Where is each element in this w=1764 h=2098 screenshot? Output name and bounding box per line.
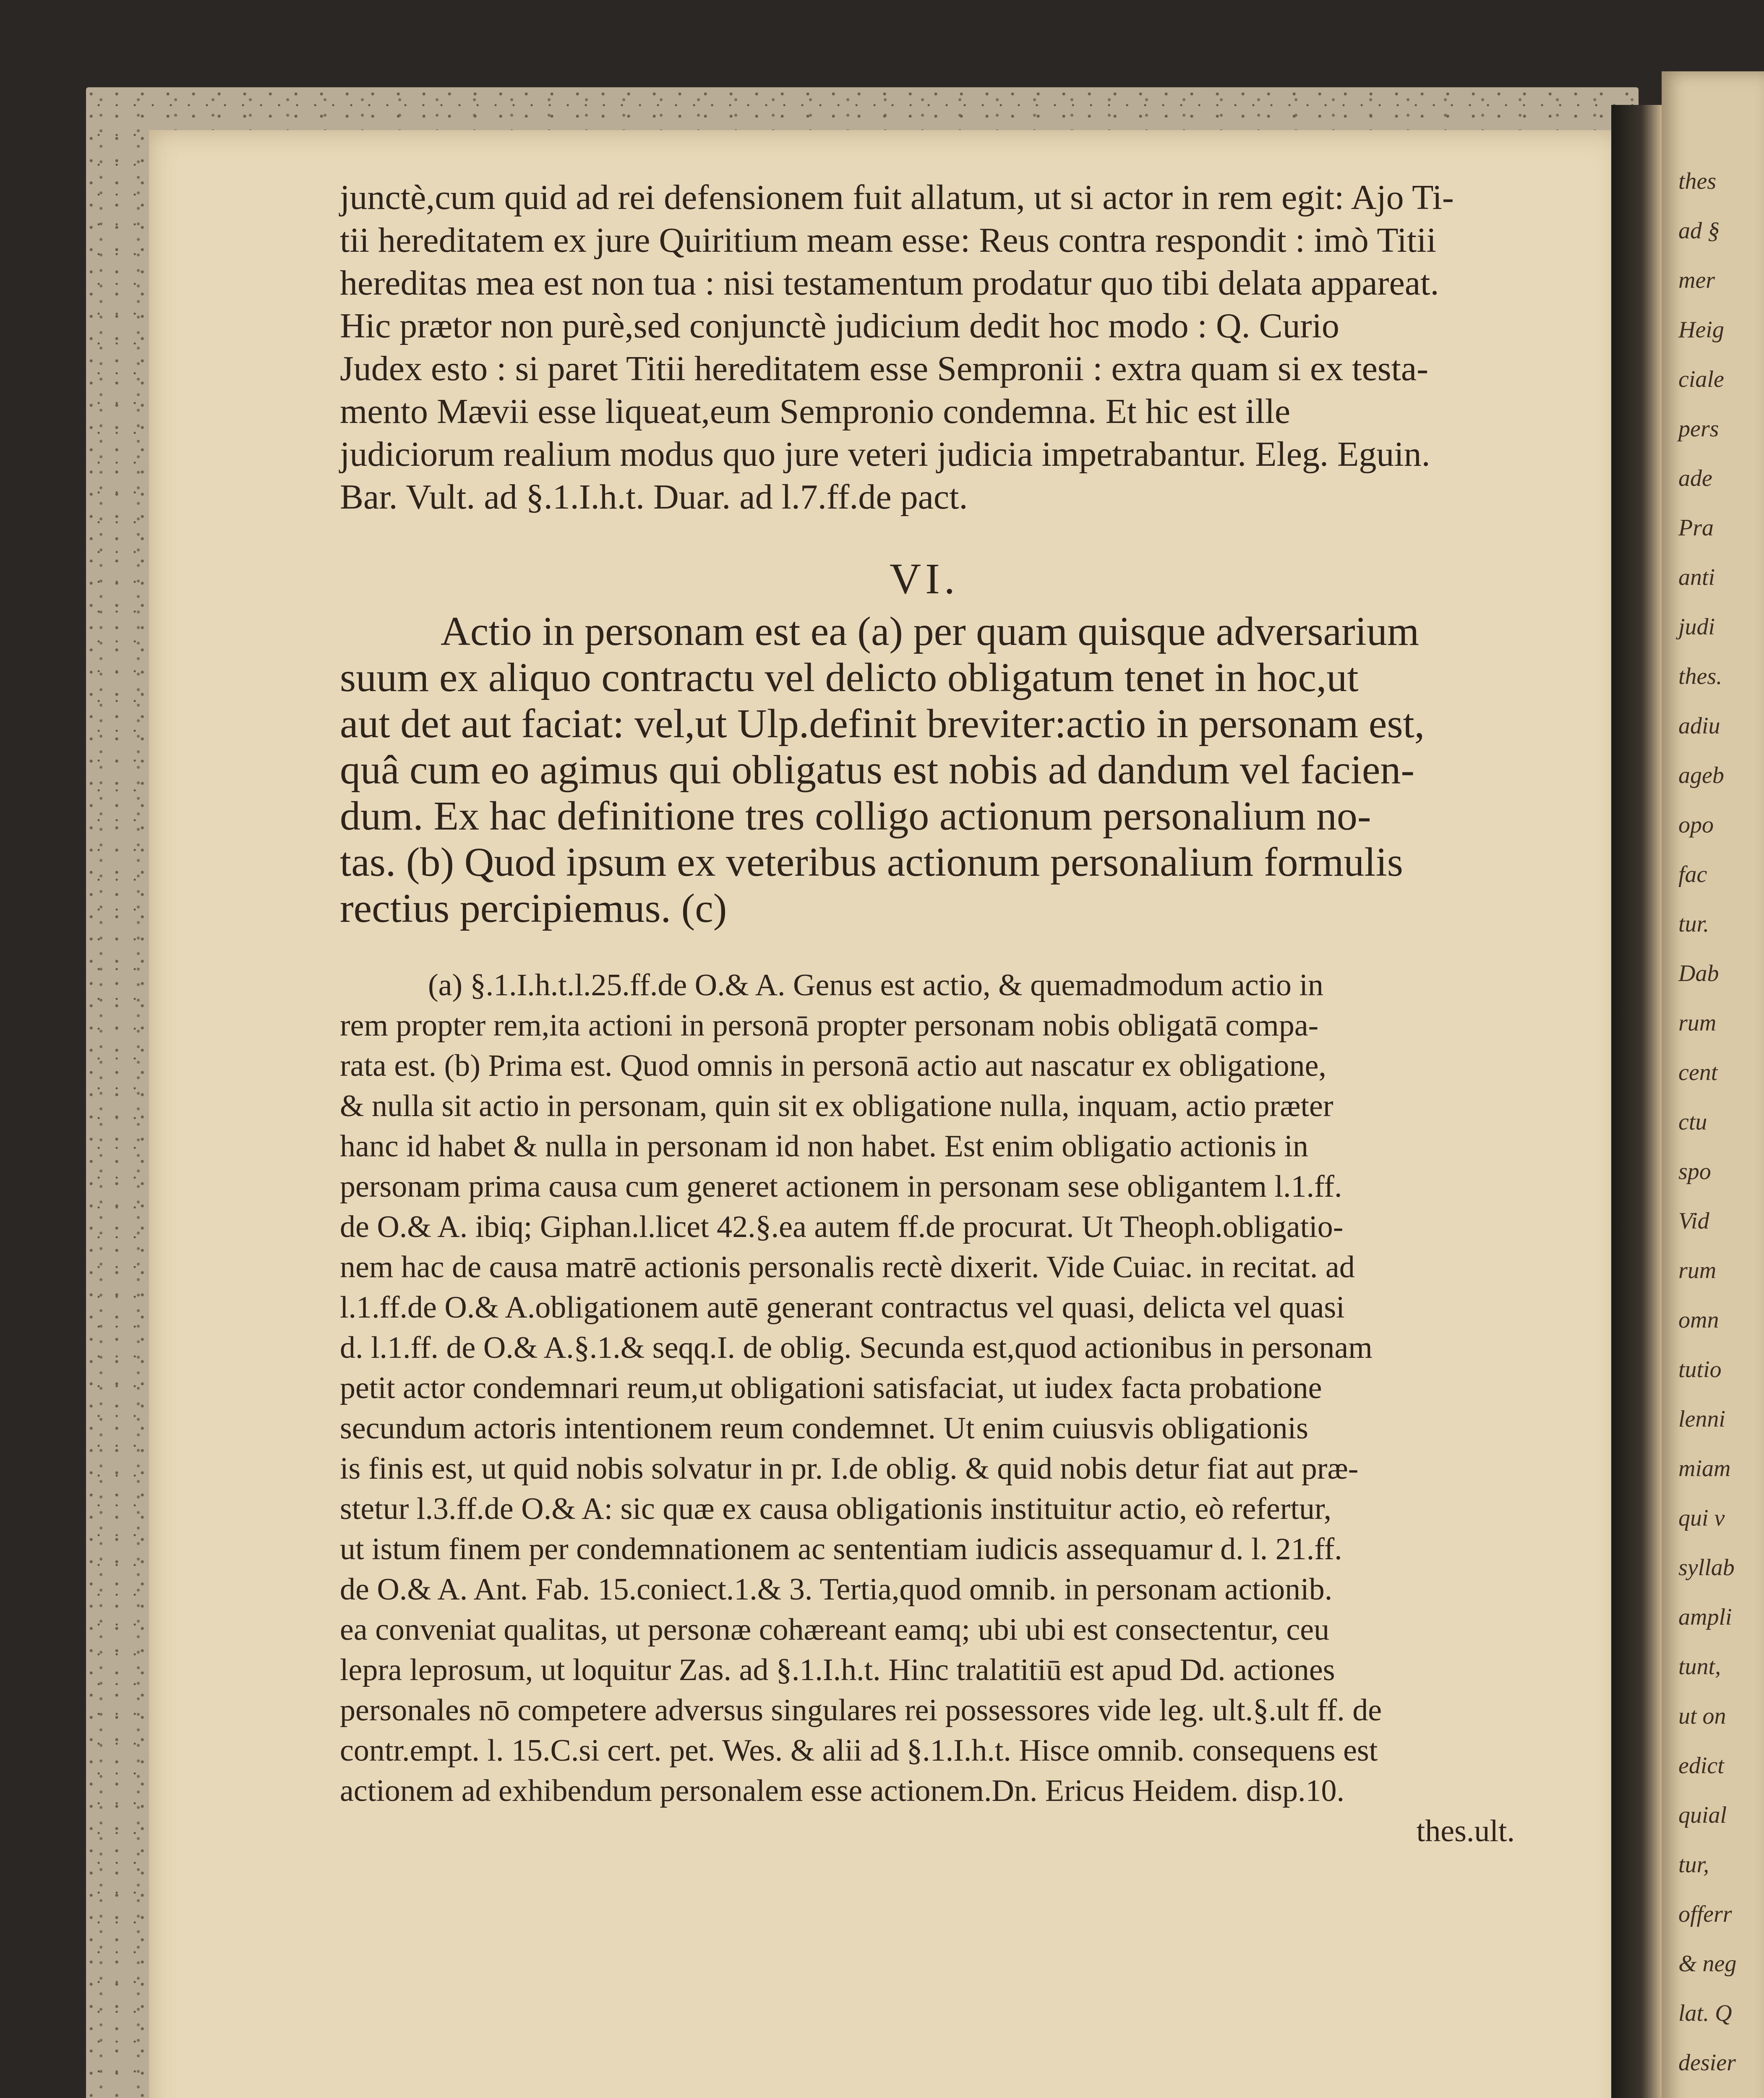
margin-fragment: Pra xyxy=(1678,515,1714,541)
note-line: d. l.1.ff. de O.& A.§.1.& seqq.I. de oblig. Secunda est,quod actionibus in personam xyxy=(340,1331,1373,1365)
note-line: secundum actoris intentionem reum condemnet. Ut enim cuiusvis obligationis xyxy=(340,1411,1308,1446)
margin-fragment: Heig xyxy=(1678,317,1724,343)
text-line: quâ cum eo agimus qui obligatus est nobis ad dandum vel facien- xyxy=(340,747,1415,793)
margin-fragment: ampli xyxy=(1678,1604,1732,1630)
note-line: is finis est, ut quid nobis solvatur in pr. I.de oblig. & quid nobis detur fiat aut præ- xyxy=(340,1451,1359,1486)
margin-fragment: ad § xyxy=(1678,218,1720,244)
note-line: hanc id habet & nulla in personam id non habet. Est enim obligatio actionis in xyxy=(340,1129,1308,1164)
note-line: de O.& A. ibiq; Giphan.l.licet 42.§.ea autem ff.de procurat. Ut Theoph.obligatio- xyxy=(340,1210,1344,1244)
margin-fragment: tunt, xyxy=(1678,1654,1721,1680)
margin-fragment: syllab xyxy=(1678,1555,1735,1581)
margin-fragment: adiu xyxy=(1678,713,1720,739)
margin-fragment: spo xyxy=(1678,1159,1711,1185)
note-line: stetur l.3.ff.de O.& A: sic quæ ex causa obligationis instituitur actio, eò refertur, xyxy=(340,1492,1332,1526)
note-line: nem hac de causa matrē actionis personalis rectè dixerit. Vide Cuiac. in recitat. ad xyxy=(340,1250,1355,1284)
margin-fragment: tur, xyxy=(1678,1852,1709,1878)
text-line: Bar. Vult. ad §.1.I.h.t. Duar. ad l.7.ff.de pact. xyxy=(340,478,968,517)
note-line: rem propter rem,ita actioni in personā propter personam nobis obligatā compa- xyxy=(340,1008,1319,1043)
section-heading: VI. xyxy=(890,555,959,603)
text-line: rectius percipiemus. (c) xyxy=(340,886,727,931)
margin-fragment: & neg xyxy=(1678,1951,1737,1977)
margin-fragment: opo xyxy=(1678,812,1714,838)
text-line: Hic prætor non purè,sed conjunctè judicium dedit hoc modo : Q. Curio xyxy=(340,306,1339,345)
margin-fragment: ciale xyxy=(1678,366,1724,392)
margin-fragment: anti xyxy=(1678,564,1715,590)
margin-fragment: edict xyxy=(1678,1753,1724,1779)
margin-fragment: lenni xyxy=(1678,1406,1725,1432)
margin-fragment: ageb xyxy=(1678,762,1724,788)
text-line: tii hereditatem ex jure Quiritium meam esse: Reus contra respondit : imò Titii xyxy=(340,221,1436,260)
margin-fragment: tutio xyxy=(1678,1357,1722,1383)
note-line: rata est. (b) Prima est. Quod omnis in personā actio aut nascatur ex obligatione, xyxy=(340,1049,1326,1083)
text-line: Judex esto : si paret Titii hereditatem esse Sempronii : extra quam si ex testa- xyxy=(340,349,1429,388)
margin-fragment: ctu xyxy=(1678,1109,1707,1135)
text-line: tas. (b) Quod ipsum ex veteribus actionum personalium formulis xyxy=(340,840,1403,885)
note-line: actionem ad exhibendum personalem esse actionem.Dn. Ericus Heidem. disp.10. xyxy=(340,1774,1345,1808)
margin-fragment: Dab xyxy=(1678,960,1719,986)
text-line: Actio in personam est ea (a) per quam quisque adversarium xyxy=(441,609,1420,654)
book-gutter xyxy=(1611,105,1662,2098)
note-line: & nulla sit actio in personam, quin sit ex obligatione nulla, inquam, actio præter xyxy=(340,1089,1333,1123)
note-line: ut istum finem per condemnationem ac sententiam iudicis assequamur d. l. 21.ff. xyxy=(340,1532,1342,1566)
margin-fragment: offerr xyxy=(1678,1901,1732,1927)
text-line: aut det aut faciat: vel,ut Ulp.definit breviter:actio in personam est, xyxy=(340,701,1425,746)
note-line: lepra leprosum, ut loquitur Zas. ad §.1.I.h.t. Hinc tralatitiū est apud Dd. actiones xyxy=(340,1653,1335,1687)
margin-fragment: quial xyxy=(1678,1802,1727,1828)
note-line: de O.& A. Ant. Fab. 15.coniect.1.& 3. Tertia,quod omnib. in personam actionib. xyxy=(340,1572,1333,1607)
text-line: junctè,cum quid ad rei defensionem fuit allatum, ut si actor in rem egit: Ajo Ti- xyxy=(340,178,1454,217)
margin-fragment: miam xyxy=(1678,1456,1731,1482)
footnotes xyxy=(340,965,1515,1851)
note-line: thes.ult. xyxy=(1416,1814,1515,1848)
note-line: (a) §.1.I.h.t.l.25.ff.de O.& A. Genus est actio, & quemadmodum actio in xyxy=(428,968,1323,1002)
text-line: dum. Ex hac definitione tres colligo actionum personalium no- xyxy=(340,793,1371,839)
margin-fragment: lat. Q xyxy=(1678,2000,1732,2026)
text-line: hereditas mea est non tua : nisi testamentum prodatur quo tibi delata appareat. xyxy=(340,264,1439,303)
margin-fragment: thes xyxy=(1678,168,1717,194)
margin-fragment: ade xyxy=(1678,465,1712,491)
note-line: personam prima causa cum generet actionem in personam sese obligantem l.1.ff. xyxy=(340,1169,1342,1204)
margin-fragment: cent xyxy=(1678,1059,1718,1086)
margin-fragment: thes. xyxy=(1678,663,1722,689)
text-line: mento Mævii esse liqueat,eum Sempronio condemna. Et hic est ille xyxy=(340,392,1291,431)
text-line: suum ex aliquo contractu vel delicto obligatum tenet in hoc,ut xyxy=(340,655,1359,700)
note-line: l.1.ff.de O.& A.obligationem autē generant contractus vel quasi, delicta vel quasi xyxy=(340,1290,1345,1325)
margin-fragment: rum xyxy=(1678,1258,1717,1284)
margin-fragment: omn xyxy=(1678,1307,1719,1333)
note-line: contr.empt. l. 15.C.si cert. pet. Wes. & alii ad §.1.I.h.t. Hisce omnib. consequens est xyxy=(340,1733,1378,1768)
margin-fragment: Vid xyxy=(1678,1208,1709,1234)
margin-fragment: tur. xyxy=(1678,911,1709,937)
margin-fragment: judi xyxy=(1678,614,1715,640)
note-line: petit actor condemnari reum,ut obligationi satisfaciat, ut iudex facta probatione xyxy=(340,1371,1322,1405)
paragraph-continuation xyxy=(340,176,1515,519)
note-line: personales nō competere adversus singulares rei possessores vide leg. ult.§.ult ff. de xyxy=(340,1693,1382,1727)
paragraph-main xyxy=(340,608,1515,932)
margin-fragment: fac xyxy=(1678,861,1707,887)
margin-fragment: mer xyxy=(1678,267,1715,293)
margin-fragment: pers xyxy=(1678,416,1719,442)
margin-fragment: desier xyxy=(1678,2050,1736,2076)
margin-fragment: rum xyxy=(1678,1010,1717,1036)
margin-fragment: qui v xyxy=(1678,1505,1725,1531)
note-line: ea conveniat qualitas, ut personæ cohæreant eamq; ubi ubi est consectentur, ceu xyxy=(340,1613,1330,1647)
margin-fragment: ut on xyxy=(1678,1703,1726,1729)
text-line: judiciorum realium modus quo jure veteri judicia impetrabantur. Eleg. Eguin. xyxy=(340,435,1430,474)
